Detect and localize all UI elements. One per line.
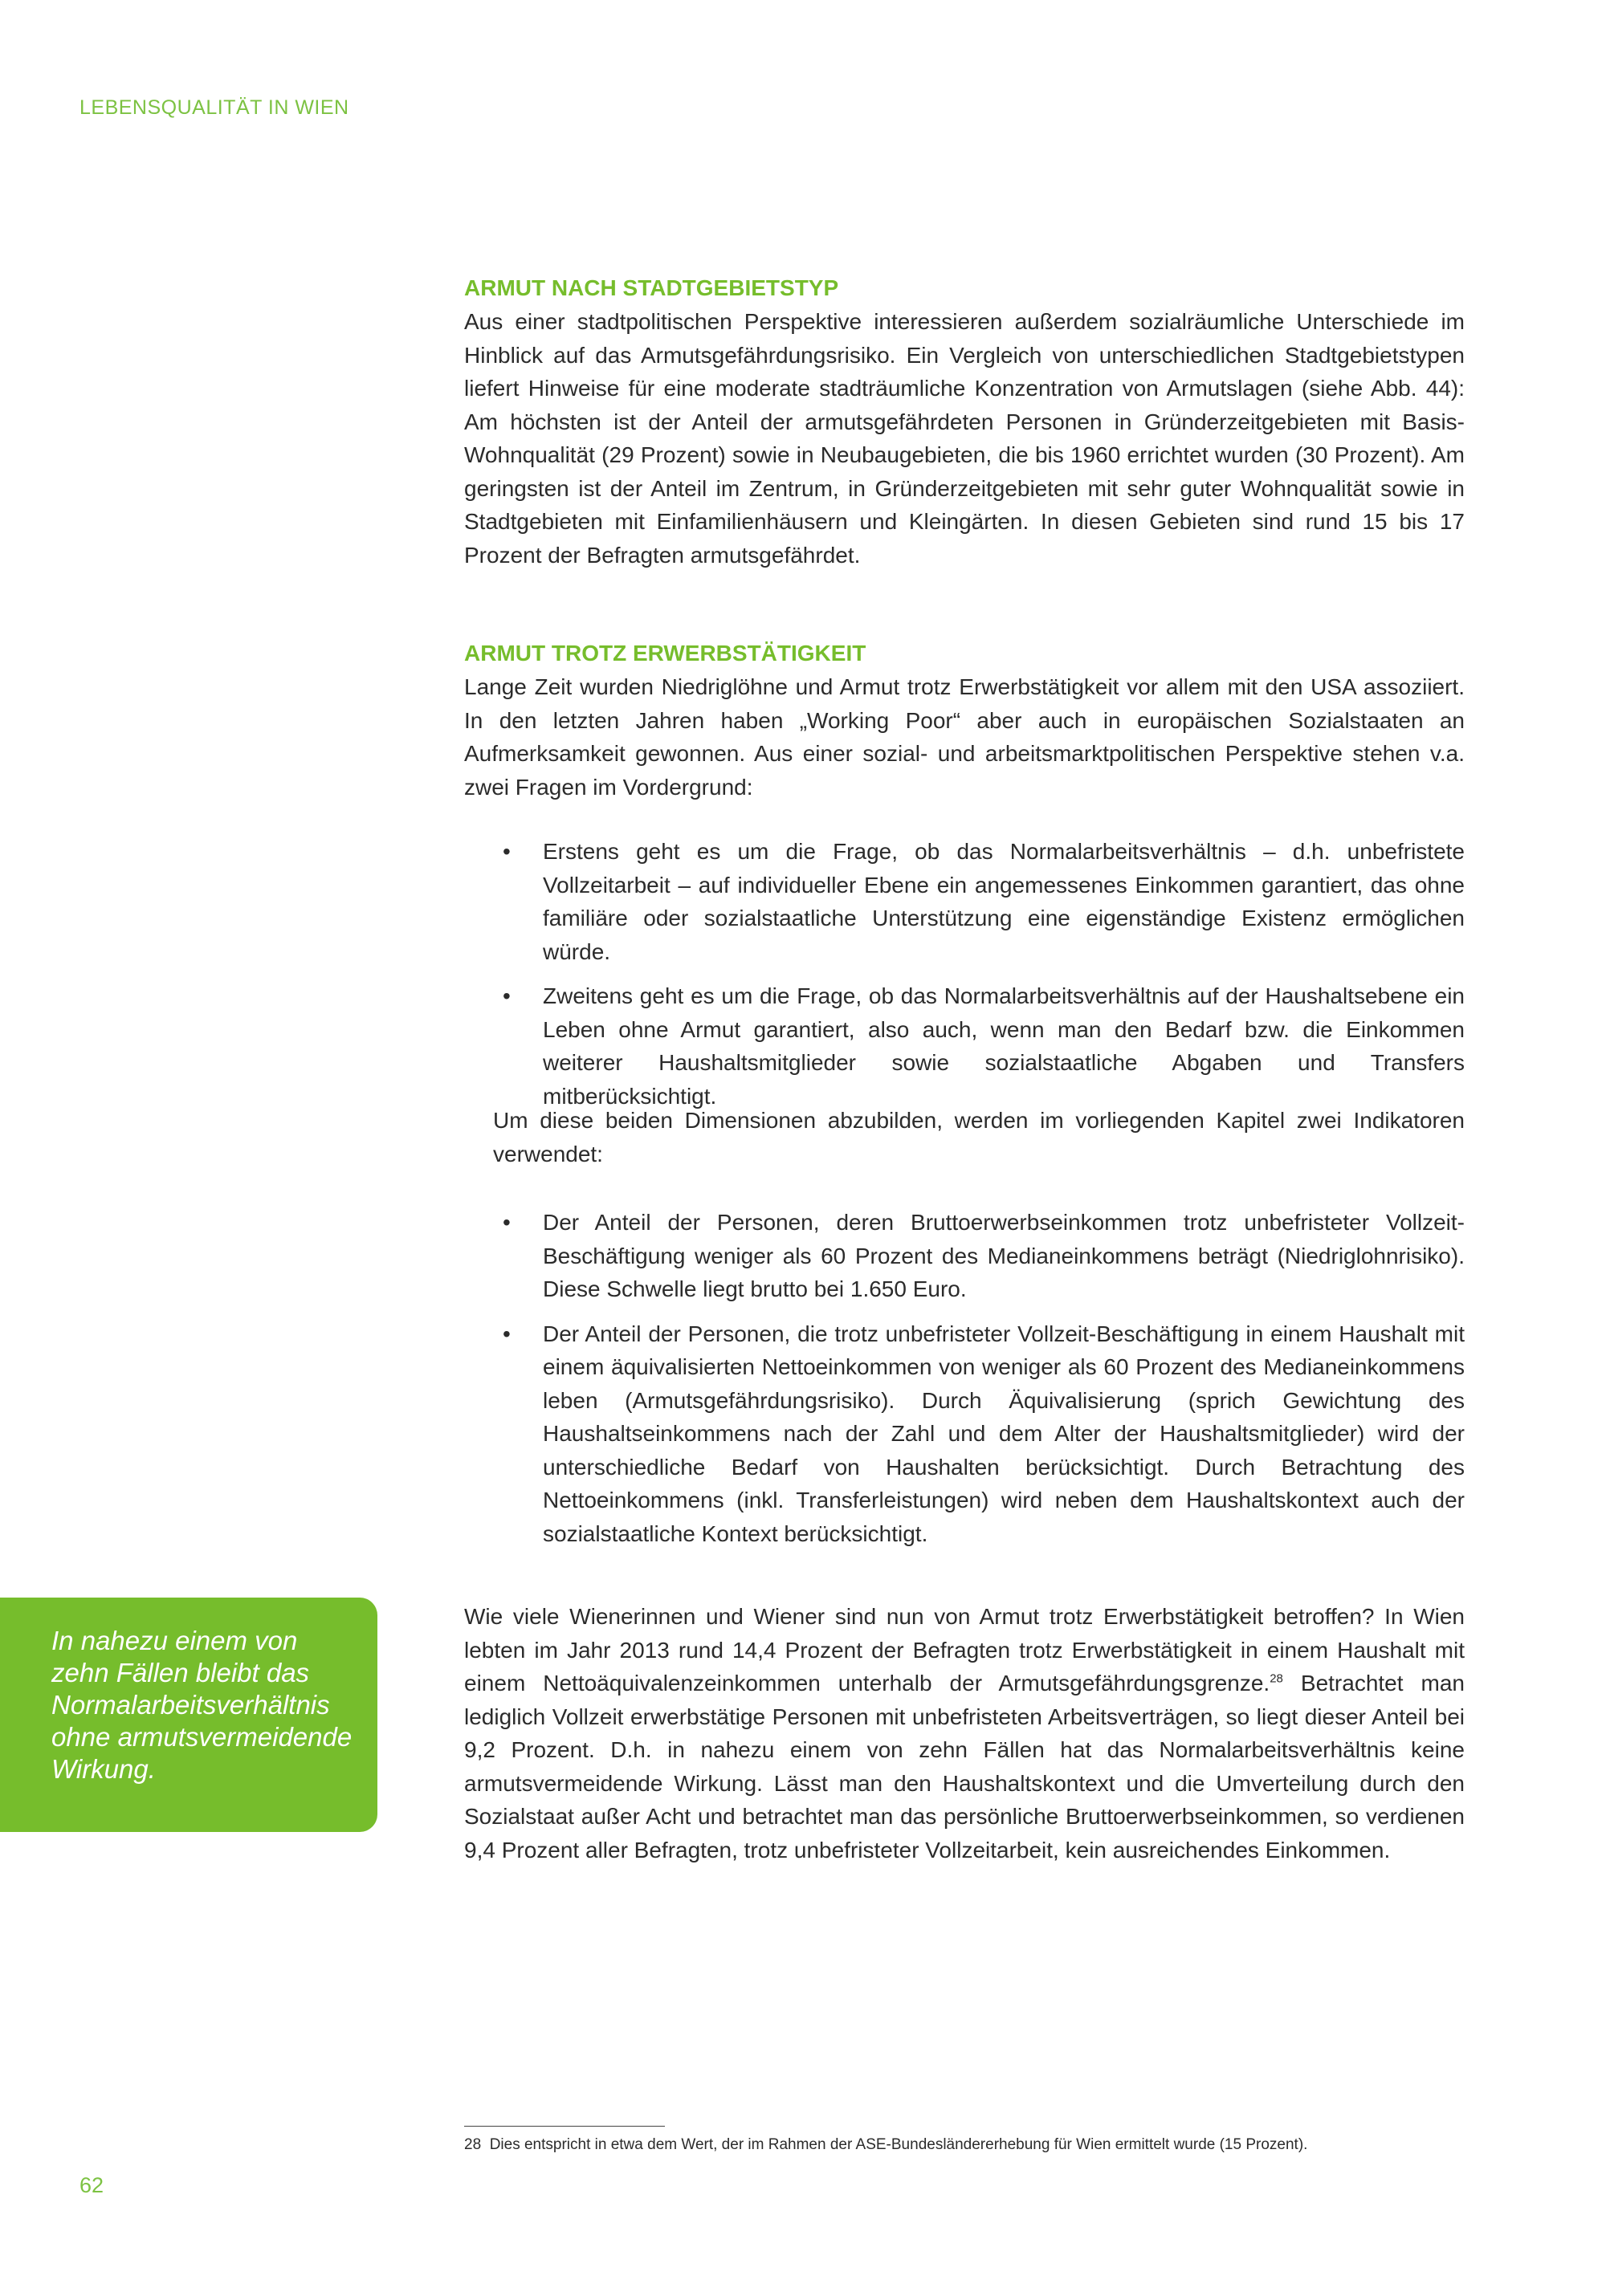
bullet-icon: •	[503, 1321, 511, 1346]
body-paragraph: Aus einer stadtpolitischen Perspektive interessieren außerdem sozialräumliche Unterschiede im Hinblick auf das Armutsgefährdungsrisiko. Ein Vergleich von unterschiedlichen Stadtgebietstypen liefert Hinweise für eine moderate stadträumliche Konzentration von Armutslagen (siehe Abb. 44): Am höchsten ist der Anteil der armutsgefährdeten Personen in Gründerzeitgebieten mit Basis-Wohnqualität (29 Prozent) sowie in Neubaugebieten, die bis 1960 errichtet wurden (30 Prozent). Am geringsten ist der Anteil im Zentrum, in Gründerzeitgebieten mit sehr guter Wohnqualität sowie in Stadtgebieten mit Einfamilienhäusern und Kleingärten. In diesen Gebieten sind rund 15 bis 17 Prozent der Befragten armutsgefährdet.	[464, 309, 1465, 568]
indicators-intro-block	[493, 1104, 1465, 1170]
footnote-number: 28	[464, 2136, 482, 2153]
section-heading: ARMUT NACH STADTGEBIETSTYP	[464, 275, 839, 300]
footnote-text: Dies entspricht in etwa dem Wert, der im Rahmen der ASE-Bundesländererhebung für Wien ermittelt wurde (15 Prozent).	[489, 2136, 1308, 2153]
list-item	[464, 835, 1465, 968]
page-number: 62	[79, 2173, 104, 2197]
body-paragraph: Lange Zeit wurden Niedriglöhne und Armut trotz Erwerbstätigkeit vor allem mit den USA assoziiert. In den letzten Jahren haben „Working Poor“ aber auch in europäischen Sozialstaaten an Aufmerksamkeit gewonnen. Aus einer sozial- und arbeitsmarktpolitischen Perspektive stehen v.a. zwei Fragen im Vordergrund:	[464, 674, 1465, 800]
section-armut-trotz-erwerbstaetigkeit	[464, 638, 1465, 804]
footnote	[464, 2135, 1307, 2155]
section-heading: ARMUT TROTZ ERWERBSTÄTIGKEIT	[464, 641, 866, 666]
list-item-text: Zweitens geht es um die Frage, ob das Normalarbeitsverhältnis auf der Haushaltsebene ein Leben ohne Armut garantiert, also auch, wenn man den Bedarf bzw. die Einkommen weiterer Haushaltsmitglieder sowie sozialstaatliche Abgaben und Transfers mitberücksichtigt.	[543, 983, 1465, 1109]
bullet-icon: •	[503, 1210, 511, 1235]
pull-quote-text: In nahezu einem von zehn Fällen bleibt das Normalarbeitsverhältnis ohne armutsvermeidende Wirkung.	[51, 1626, 353, 1784]
indicators-intro: Um diese beiden Dimensionen abzubilden, werden im vorliegenden Kapitel zwei Indikatoren verwendet:	[493, 1108, 1465, 1166]
questions-list	[464, 835, 1465, 1113]
bullet-icon: •	[503, 983, 511, 1008]
running-head: LEBENSQUALITÄT IN WIEN	[79, 96, 349, 119]
list-item-text: Erstens geht es um die Frage, ob das Normalarbeitsverhältnis – d.h. unbefristete Vollzeitarbeit – auf individueller Ebene ein angemessenes Einkommen garantiert, das ohne familiäre oder sozialstaatliche Unterstützung eine eigenständige Existenz ermöglichen würde.	[543, 839, 1465, 964]
pull-quote-callout	[0, 1598, 377, 1832]
footnote-reference[interactable]: 28	[1270, 1671, 1283, 1686]
paragraph-text: Wie viele Wienerinnen und Wiener sind nun von Armut trotz Erwerbstätigkeit betroffen? In Wien lebten im Jahr 2013 rund 14,4 Prozent der Befragten trotz Erwerbstätigkeit in einem Haushalt mit einem Nettoäquivalenzeinkommen unterhalb der Armutsgefährdungsgrenze.	[464, 1604, 1465, 1696]
bullet-icon: •	[503, 839, 511, 864]
list-item-text: Der Anteil der Personen, deren Bruttoerwerbseinkommen trotz unbefristeter Vollzeit-Beschäftigung weniger als 60 Prozent des Medianeinkommens beträgt (Niedriglohnrisiko). Diese Schwelle liegt brutto bei 1.650 Euro.	[543, 1210, 1465, 1301]
list-item	[464, 1317, 1465, 1551]
final-paragraph-block	[464, 1600, 1465, 1867]
list-item	[464, 979, 1465, 1113]
indicators-list	[464, 1206, 1465, 1550]
list-item	[464, 1206, 1465, 1306]
paragraph-text: Betrachtet man lediglich Vollzeit erwerbstätige Personen mit unbefristeten Arbeitsverträgen, so liegt dieser Anteil bei 9,2 Prozent. D.h. in nahezu einem von zehn Fällen hat das Normalarbeitsverhältnis keine armutsvermeidende Wirkung. Lässt man den Haushaltskontext und die Umverteilung durch den Sozialstaat außer Acht und betrachtet man das persönliche Bruttoerwerbseinkommen, so verdienen 9,4 Prozent aller Befragten, trotz unbefristeter Vollzeitarbeit, kein ausreichendes Einkommen.	[464, 1671, 1465, 1862]
list-item-text: Der Anteil der Personen, die trotz unbefristeter Vollzeit-Beschäftigung in einem Haushalt mit einem äquivalisierten Nettoeinkommen von weniger als 60 Prozent des Medianeinkommens leben (Armutsgefährdungsrisiko). Durch Äquivalisierung (sprich Gewichtung des Haushaltseinkommens nach der Zahl und dem Alter der Haushaltsmitglieder) wird der unterschiedliche Bedarf von Haushalten berücksichtigt. Durch Betrachtung des Nettoeinkommens (inkl. Transferleistungen) wird neben dem Haushaltskontext auch der sozialstaatliche Kontext berücksichtigt.	[543, 1321, 1465, 1546]
body-paragraph	[464, 1600, 1465, 1867]
footnote-divider	[464, 2126, 665, 2127]
section-armut-stadtgebietstyp	[464, 273, 1465, 572]
